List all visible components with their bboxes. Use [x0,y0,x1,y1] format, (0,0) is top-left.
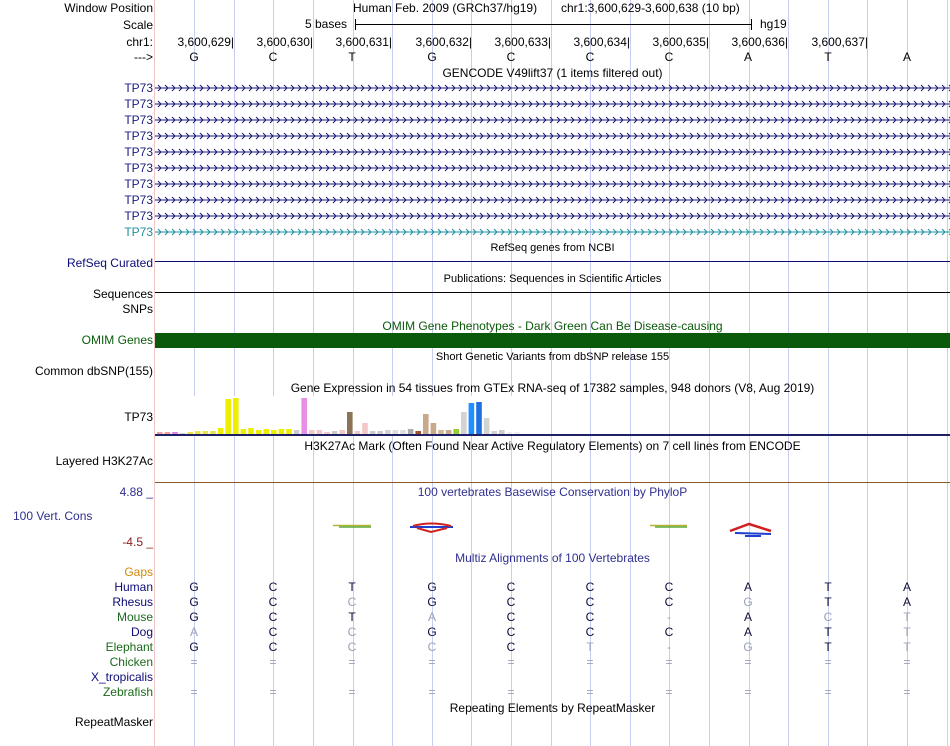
coordinate-tick-label: 3,600,630| [256,35,313,49]
alignment-base: A [902,595,911,609]
gtex-track-label[interactable]: TP73 [124,410,153,424]
gencode-track-title: GENCODE V49lift37 (1 items filtered out) [442,66,663,80]
gencode-transcript-feature[interactable] [155,147,950,157]
base-letter: C [664,50,674,64]
alignment-base: = [665,685,673,699]
alignment-base: A [902,580,911,594]
gtex-baseline [155,434,950,436]
alignment-base: = [903,655,911,669]
multiz-species-label[interactable]: Dog [130,625,153,639]
alignment-base: = [586,655,594,669]
gtex-tissue-bar[interactable] [461,412,467,434]
gtex-tissue-bar[interactable] [362,423,368,434]
gencode-transcript-feature[interactable] [155,115,950,125]
alignment-base: G [743,595,753,609]
phylop-min-label: -4.5 _ [122,535,153,549]
alignment-base: A [743,610,752,624]
alignment-base: T [903,625,911,639]
alignment-base: C [268,580,278,594]
multiz-species-label[interactable]: Elephant [105,640,153,654]
alignment-base: C [585,610,595,624]
alignment-base: C [585,580,595,594]
gtex-tissue-bar[interactable] [233,398,239,434]
phylop-track-label[interactable]: 100 Vert. Cons [13,509,93,523]
gtex-tissue-bar[interactable] [484,418,490,434]
refseq-track-line[interactable] [155,261,950,262]
base-letter: A [902,50,911,64]
gtex-tissue-bar[interactable] [225,399,231,434]
alignment-base: T [824,580,832,594]
alignment-base: T [824,595,832,609]
alignment-base: = [428,685,436,699]
alignment-base: C [347,640,357,654]
phylop-mark-low-1 [333,526,371,528]
gencode-transcript-feature[interactable] [155,211,950,221]
alignment-base: C [427,640,437,654]
gencode-transcript-feature[interactable] [155,227,950,237]
gencode-transcript-label[interactable]: TP73 [124,97,153,111]
multiz-track-title: Multiz Alignments of 100 Vertebrates [455,551,650,565]
alignment-base: = [744,655,752,669]
alignment-base: = [824,655,832,669]
scale-text: 5 bases [305,17,348,31]
alignment-base: T [903,610,911,624]
refseq-track-label[interactable]: RefSeq Curated [66,256,153,270]
alignment-base: = [428,655,436,669]
window-position-label: Window Position [64,1,153,15]
gridline [947,0,948,746]
label-area-divider [154,0,155,746]
gtex-tissue-bar[interactable] [476,402,482,434]
strand-label: ---> [134,50,153,64]
publications-track-line[interactable] [155,292,950,293]
position-range: chr1:3,600,629-3,600,638 (10 bp) [561,1,740,15]
alignment-base: A [743,625,752,639]
gencode-transcript-label[interactable]: TP73 [124,177,153,191]
alignment-base: = [269,655,277,669]
alignment-base: G [427,595,437,609]
gridline [551,0,552,746]
gencode-transcript-label[interactable]: TP73 [124,161,153,175]
chromosome-label: chr1: [126,35,153,49]
phylop-mark-high-1 [410,524,453,533]
alignment-base: = [824,685,832,699]
gencode-transcript-label[interactable]: TP73 [124,193,153,207]
gridline [234,0,235,746]
alignment-base: G [189,640,199,654]
base-letter: C [506,50,516,64]
base-letter: G [189,50,199,64]
phylop-max-label: 4.88 _ [119,485,153,499]
gencode-transcript-label[interactable]: TP73 [124,113,153,127]
gridline [709,0,710,746]
multiz-species-label[interactable]: Human [114,580,153,594]
gencode-transcript-feature[interactable] [155,179,950,189]
gencode-transcript-feature[interactable] [155,99,950,109]
alignment-base: C [347,625,357,639]
alignment-base: C [664,625,674,639]
gridline [630,0,631,746]
alignment-base: C [664,595,674,609]
base-letter: T [348,50,356,64]
alignment-base: C [506,610,516,624]
phylop-mark-low-2 [650,526,687,528]
alignment-base: C [506,640,516,654]
gtex-tissue-bar[interactable] [431,423,437,434]
omim-track-title: OMIM Gene Phenotypes - Dark Green Can Be Disease-causing [382,319,723,333]
h3k27ac-track-title: H3K27Ac Mark (Often Found Near Active Regulatory Elements) on 7 cell lines from ENCODE [304,439,801,453]
phylop-track-title: 100 vertebrates Basewise Conservation by PhyloP [417,485,688,499]
alignment-base: C [268,610,278,624]
alignment-base: C [506,595,516,609]
omim-track-label[interactable]: OMIM Genes [81,333,153,347]
coordinate-tick-label: 3,600,637| [811,35,868,49]
gridline [313,0,314,746]
alignment-base: C [585,595,595,609]
alignment-base: G [189,610,199,624]
alignment-base: A [427,610,436,624]
h3k27ac-track-label[interactable]: Layered H3K27Ac [55,454,153,468]
multiz-species-label[interactable]: Mouse [116,610,153,624]
alignment-base: = [269,685,277,699]
gencode-transcript-label[interactable]: TP73 [124,209,153,223]
alignment-base: T [586,640,594,654]
alignment-base: G [189,580,199,594]
alignment-base: = [507,685,515,699]
gencode-transcript-label[interactable]: TP73 [124,145,153,159]
gtex-plot[interactable] [155,396,535,434]
scale-label: Scale [122,18,153,32]
gridline [788,0,789,746]
scale-database: hg19 [760,17,787,31]
alignment-base: = [507,655,515,669]
scale-bar [355,17,752,31]
alignment-base: = [586,685,594,699]
gtex-track-title: Gene Expression in 54 tissues from GTEx RNA-seq of 17382 samples, 948 donors (V8, Aug 2019) [290,381,815,395]
gencode-transcript-feature[interactable] [155,195,950,205]
multiz-species-label[interactable]: X_tropicalis [90,670,153,684]
publications-track-title: Publications: Sequences in Scientific Articles [443,273,662,285]
gtex-tissue-bar[interactable] [469,403,475,434]
alignment-base: T [824,625,832,639]
alignment-base: C [585,625,595,639]
alignment-base: T [348,580,356,594]
multiz-species-label[interactable]: Rhesus [112,595,153,609]
gencode-transcript-feature[interactable] [155,83,950,93]
alignment-base: C [268,595,278,609]
alignment-base: = [190,655,198,669]
gtex-tissue-bar[interactable] [301,398,307,434]
coordinate-tick-label: 3,600,629| [177,35,234,49]
coordinate-tick-label: 3,600,633| [494,35,551,49]
gridline [392,0,393,746]
assembly-name: Human Feb. 2009 (GRCh37/hg19) [353,1,538,15]
alignment-base: = [348,685,356,699]
alignment-base: T [348,610,356,624]
alignment-base: - [667,640,671,654]
alignment-base: = [744,685,752,699]
gtex-tissue-bar[interactable] [423,414,429,434]
multiz-gaps-label[interactable]: Gaps [124,565,153,579]
alignment-base: C [268,625,278,639]
alignment-base: C [347,595,357,609]
phylop-plot[interactable] [155,518,950,542]
coordinate-tick-label: 3,600,636| [731,35,788,49]
gencode-transcript-label[interactable]: TP73 [124,81,153,95]
coordinate-tick-label: 3,600,635| [652,35,709,49]
base-letter: T [824,50,832,64]
alignment-base: C [664,580,674,594]
alignment-base: C [506,580,516,594]
omim-feature-bar[interactable] [155,333,950,348]
alignment-base: G [743,640,753,654]
publications-track-label[interactable]: Sequences [92,287,153,301]
snps-track-label[interactable]: SNPs [122,302,153,316]
multiz-species-label[interactable]: Zebrafish [102,685,153,699]
phylop-mark-high-2 [730,524,771,536]
gencode-transcript-feature[interactable] [155,163,950,173]
alignment-base: G [427,580,437,594]
alignment-base: G [427,625,437,639]
base-letter: A [743,50,752,64]
alignment-base: = [903,685,911,699]
alignment-base: A [189,625,198,639]
gridline [867,0,868,746]
dbsnp-track-label[interactable]: Common dbSNP(155) [34,364,153,378]
alignment-base: G [189,595,199,609]
refseq-track-title: RefSeq genes from NCBI [490,242,615,254]
base-letter: C [585,50,595,64]
base-letter: C [268,50,278,64]
gridline [471,0,472,746]
alignment-base: A [743,580,752,594]
coordinate-tick-label: 3,600,632| [415,35,472,49]
h3k27ac-track-baseline [155,482,950,483]
dbsnp-track-title: Short Genetic Variants from dbSNP release 155 [435,351,670,363]
repeatmasker-track-label[interactable]: RepeatMasker [74,715,153,729]
alignment-base: C [506,625,516,639]
alignment-base: = [348,655,356,669]
repeatmasker-track-title: Repeating Elements by RepeatMasker [449,701,656,715]
alignment-base: T [824,640,832,654]
multiz-species-label[interactable]: Chicken [109,655,153,669]
gencode-transcript-label[interactable]: TP73 [124,225,153,239]
gencode-transcript-label[interactable]: TP73 [124,129,153,143]
coordinate-tick-label: 3,600,634| [573,35,630,49]
base-letter: G [427,50,437,64]
gtex-tissue-bar[interactable] [347,412,353,434]
alignment-base: - [667,610,671,624]
coordinate-tick-label: 3,600,631| [335,35,392,49]
alignment-base: = [190,685,198,699]
alignment-base: C [823,610,833,624]
gencode-transcript-feature[interactable] [155,131,950,141]
alignment-base: T [903,640,911,654]
alignment-base: C [268,640,278,654]
alignment-base: = [665,655,673,669]
